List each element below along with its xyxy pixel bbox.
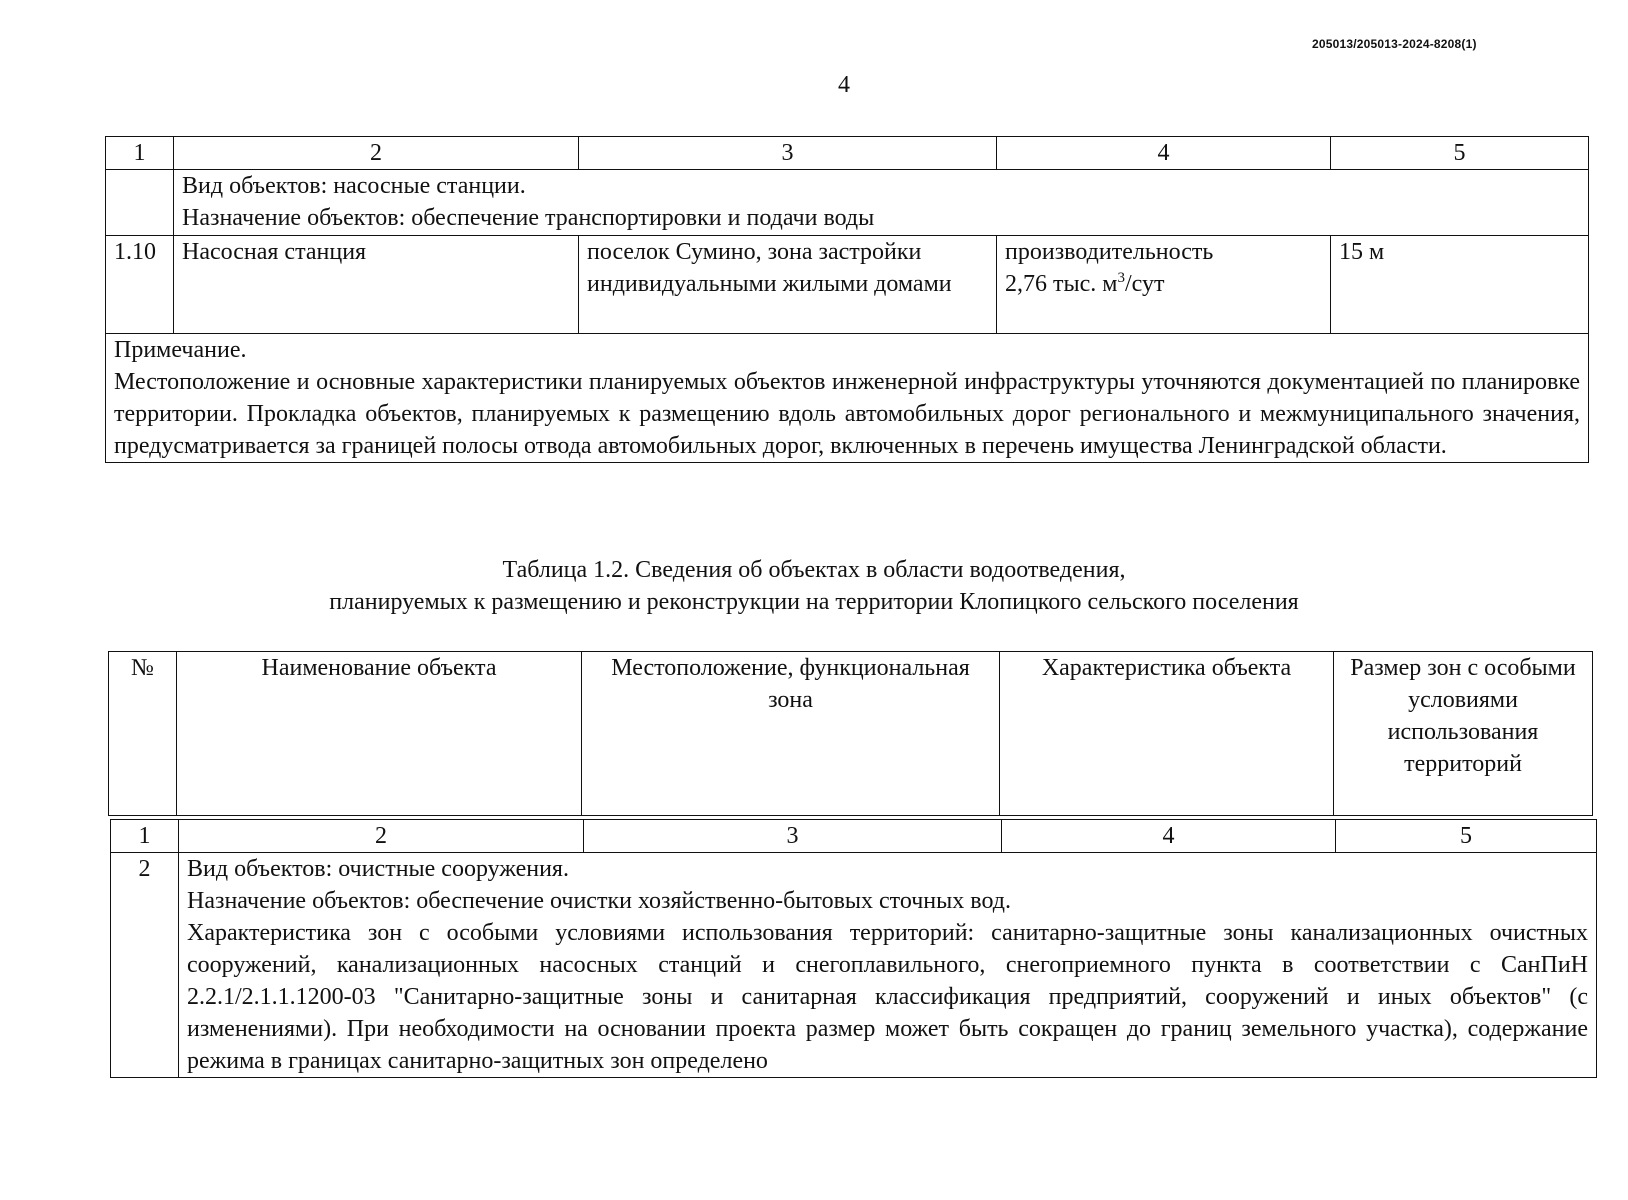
wastewater-table-header xyxy=(108,651,1593,816)
row-number: 1.10 xyxy=(106,236,174,334)
header-number: № xyxy=(109,652,177,816)
object-name: Насосная станция xyxy=(174,236,579,334)
object-group-row xyxy=(106,170,1589,236)
column-number: 4 xyxy=(997,137,1331,170)
column-number: 5 xyxy=(1331,137,1589,170)
object-group-row xyxy=(111,853,1597,1078)
table-title-line-2: планируемых к размещению и реконструкции на территории Клопицкого сельского поселения xyxy=(329,589,1299,615)
header-object-name: Наименование объекта xyxy=(177,652,582,816)
column-number: 5 xyxy=(1336,820,1597,853)
header-location: Местоположение, функциональная зона xyxy=(582,652,1000,816)
page-number: 4 xyxy=(838,72,850,98)
table-row xyxy=(106,236,1589,334)
header-row xyxy=(109,652,1593,816)
water-supply-table xyxy=(105,136,1589,463)
note-cell xyxy=(106,334,1589,463)
column-number: 1 xyxy=(106,137,174,170)
column-number-row xyxy=(106,137,1589,170)
note-text: Местоположение и основные характеристики планируемых объектов инженерной инфраструктуры уточняются документацией по планировке территории. Прокладка объектов, планируемых к размещению вдоль автомобильных дорог регионального и межмуниципального значения, предусматривается за границей полосы отвода автомобильных дорог, включенных в перечень имущества Ленинградской области. xyxy=(114,369,1580,459)
column-number: 4 xyxy=(1002,820,1336,853)
document-id: 205013/205013-2024-8208(1) xyxy=(1312,37,1477,51)
header-characteristic: Характеристика объекта xyxy=(1000,652,1334,816)
column-number: 2 xyxy=(174,137,579,170)
characteristic-line: производительность xyxy=(1005,239,1214,265)
object-characteristic xyxy=(997,236,1331,334)
table-title-line-1: Таблица 1.2. Сведения об объектах в области водоотведения, xyxy=(502,557,1126,583)
wastewater-table-body xyxy=(110,819,1597,1078)
header-zone-size: Размер зон с особыми условиями использования территорий xyxy=(1334,652,1593,816)
zone-size: 15 м xyxy=(1331,236,1589,334)
note-row xyxy=(106,334,1589,463)
group-number: 2 xyxy=(111,853,179,1078)
characteristic-value: 2,76 тыс. $м^3$/сут xyxy=(1005,270,1165,297)
zone-characteristic-text: Характеристика зон с особыми условиями использования территорий: санитарно-защитные зоны канализационных очистных сооружений, канализационных насосных станций и снегоплавильного, снегоприемного пункта в соответствии с СанПиН 2.2.1/2.1.1.1200-03 "Санитарно-защитные зоны и санитарная классификация предприятий, сооружений и иных объектов" (с изменениями). При необходимости на основании проекта размер может быть сокращен до границ земельного участка), содержание режима в границах санитарно-защитных зон определено xyxy=(187,920,1588,1074)
object-location: поселок Сумино, зона застройки индивидуальными жилыми домами xyxy=(579,236,997,334)
column-number: 3 xyxy=(579,137,997,170)
object-purpose: Назначение объектов: обеспечение транспортировки и подачи воды xyxy=(182,205,875,231)
object-group-description xyxy=(179,853,1597,1078)
column-number-row xyxy=(111,820,1597,853)
object-purpose: Назначение объектов: обеспечение очистки хозяйственно-бытовых сточных вод. xyxy=(187,888,1011,914)
empty-cell xyxy=(106,170,174,236)
object-type: Вид объектов: очистные сооружения. xyxy=(187,856,569,882)
object-type: Вид объектов: насосные станции. xyxy=(182,173,526,199)
column-number: 2 xyxy=(179,820,584,853)
column-number: 1 xyxy=(111,820,179,853)
object-group-description xyxy=(174,170,1589,236)
column-number: 3 xyxy=(584,820,1002,853)
note-title: Примечание. xyxy=(114,337,247,363)
